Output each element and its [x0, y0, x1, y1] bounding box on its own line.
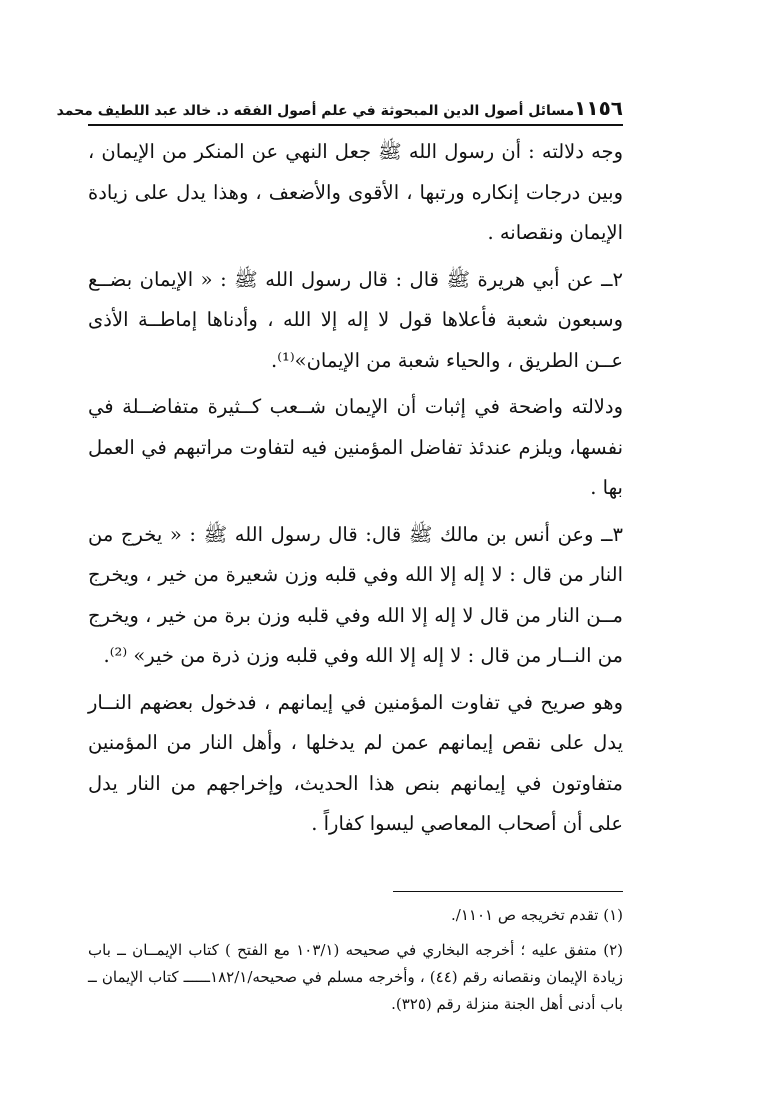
footnote: (١) تقدم تخريجه ص ١١٠١/. — [451, 905, 623, 924]
running-title: مسائل أصول الدين المبحوثة في علم أصول الفقه د. خالد عبد اللطيف محمد — [56, 103, 575, 119]
paragraph: ٢ــ عن أبي هريرة ﷺ قال : قال رسول الله ﷺ : « الإيمان بضــع وسبعون شعبة فأعلاها قول لا إله إلا الله ، وأدناها إماطــة الأذى عــن الطريق ، والحياء شعبة من الإيمان»⁽¹⁾. — [88, 267, 623, 372]
footnote: (٢) متفق عليه ؛ أخرجه البخاري في صحيحه (١٠٣/١ مع الفتح ) كتاب الإيمــان ــ باب زيادة الإيمان ونقصانه رقم (٤٤) ، وأخرجه مسلم في صحيحه/١٨٢/١ــــــ كتاب الإيمان ــ باب أدنى أهل الجنة منزلة رقم (٣٢٥). — [88, 940, 623, 1013]
header-rule — [88, 124, 623, 126]
footnote-rule — [393, 891, 623, 892]
paragraph: وجه دلالته : أن رسول الله ﷺ جعل النهي عن المنكر من الإيمان ، وبين درجات إنكاره ورتبها ، الأقوى والأضعف ، وهذا يدل على زيادة الإيمان ونقصانه . — [88, 140, 623, 244]
body-text — [88, 132, 623, 845]
page-number: ١١٥٦ — [574, 96, 623, 120]
book-page — [56, 96, 623, 1018]
paragraph: ٣ــ وعن أنس بن مالك ﷺ قال: قال رسول الله ﷺ : « يخرج من النار من قال : لا إله إلا الله وفي قلبه وزن شعيرة من خير ، ويخرج مــن النار من قال لا إله إلا الله وفي قلبه وزن برة من خير ، ويخرج من النــار من قال : لا إله إلا الله وفي قلبه وزن ذرة من خير» ⁽²⁾. — [88, 522, 623, 667]
footnotes — [88, 902, 623, 1018]
paragraph: وهو صريح في تفاوت المؤمنين في إيمانهم ، فدخول بعضهم النــار يدل على نقص إيمانهم عمن لم يدخلها ، وأهل النار من المؤمنين متفاوتون في إيمانهم بنص هذا الحديث، وإخراجهم من النار يدل على أن أصحاب المعاصي ليسوا كفاراً . — [88, 690, 623, 835]
running-header — [56, 96, 623, 122]
paragraph: ودلالته واضحة في إثبات أن الإيمان شــعب كــثيرة متفاضــلة في نفسها، ويلزم عندئذ تفاضل المؤمنين فيه لتفاوت مراتبهم في العمل بها . — [88, 395, 623, 499]
